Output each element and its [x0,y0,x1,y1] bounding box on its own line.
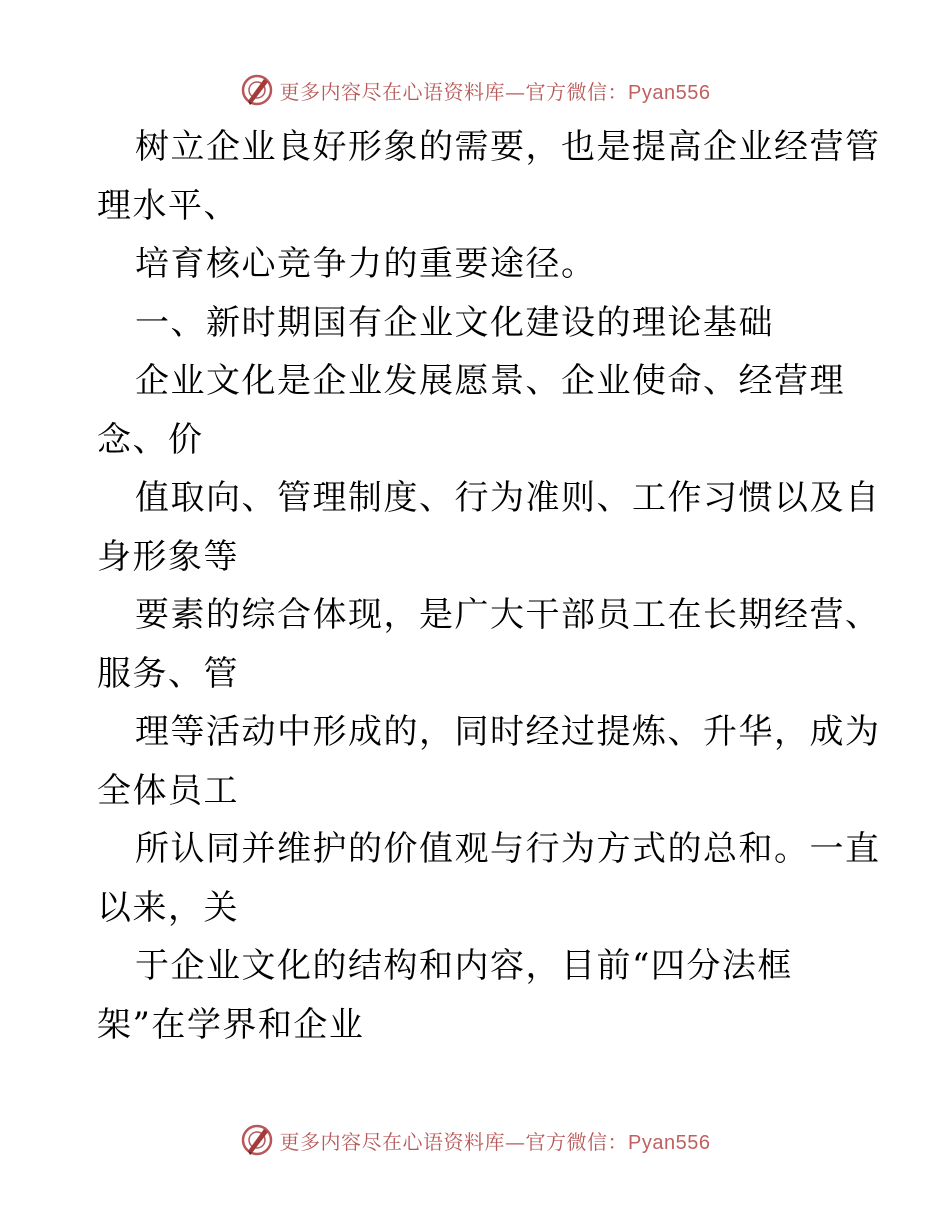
body-line-16: 架”在学界和企业 [97,1004,365,1045]
body-line-5: 企业文化是企业发展愿景、企业使命、经营理 [135,361,845,401]
section-heading: 一、新时期国有企业文化建设的理论基础 [135,302,774,343]
body-line-3: 培育核心竞争力的重要途径。 [135,244,597,284]
footer-banner-text: 更多内容尽在心语资料库—官方微信：Pyan556 [279,1129,711,1154]
body-line-15: 于企业文化的结构和内容，目前“四分法框 [135,946,793,986]
body-line-9: 要素的综合体现，是广大干部员工在长期经营、 [135,595,881,635]
footer-wechat-id: Pyan556 [628,1131,711,1154]
body-line-7: 值取向、管理制度、行为准则、工作习惯以及自 [135,478,881,518]
header-banner-text: 更多内容尽在心语资料库—官方微信：Pyan556 [279,79,711,104]
pen-circle-icon [240,73,274,107]
body-line-10: 服务、管 [97,653,239,694]
header-wechat-id: Pyan556 [628,81,711,104]
footer-banner [0,1120,950,1160]
body-line-1: 树立企业良好形象的需要，也是提高企业经营管 [135,127,881,167]
document-body [97,118,881,1054]
body-line-12: 全体员工 [97,770,239,811]
body-line-8: 身形象等 [97,536,239,577]
body-line-11: 理等活动中形成的，同时经过提炼、升华，成为 [135,712,881,752]
header-banner [0,70,950,110]
body-line-6: 念、价 [97,419,204,460]
pen-circle-icon [240,1123,274,1157]
body-line-14: 以来，关 [97,887,239,928]
body-line-13: 所认同并维护的价值观与行为方式的总和。一直 [135,829,881,869]
body-line-2: 理水平、 [97,185,239,226]
